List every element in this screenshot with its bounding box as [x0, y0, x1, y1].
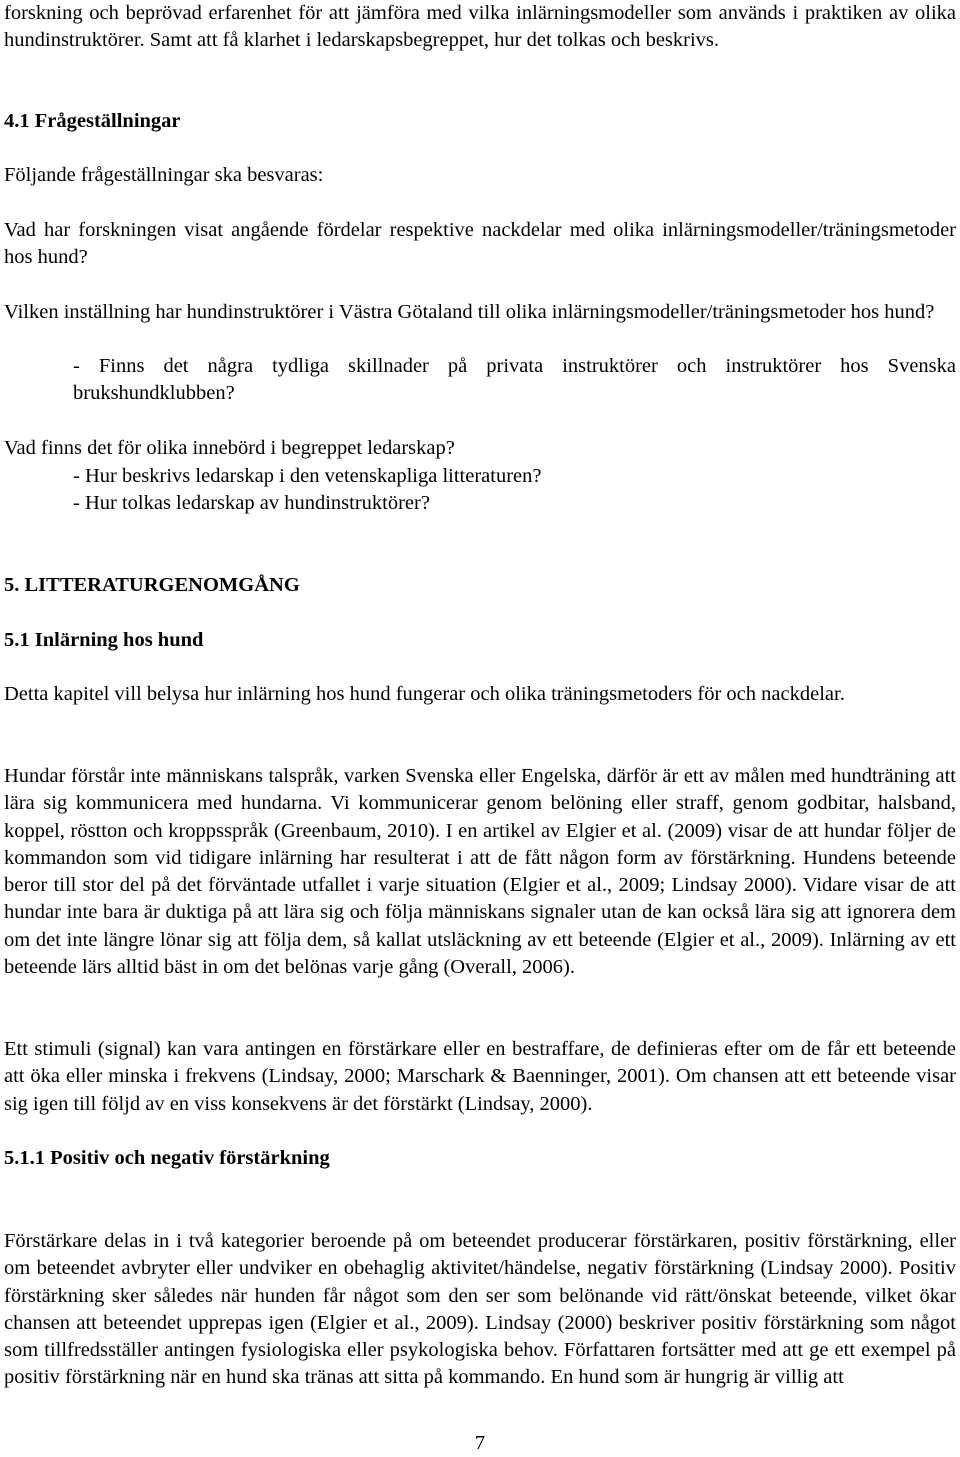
section-5-1-heading: 5.1 Inlärning hos hund	[4, 629, 204, 651]
section-5-1-paragraph-1: Detta kapitel vill belysa hur inlärning hos hund fungerar och olika träningsmetoders för och nackdelar.	[4, 683, 845, 705]
section-4-1-heading: 4.1 Frågeställningar	[4, 110, 181, 132]
question-2-sub: - Finns det några tydliga skillnader på privata instruktörer och instruktörer hos Svenska brukshundklubben?	[73, 355, 956, 405]
question-3: Vad finns det för olika innebörd i begreppet ledarskap?	[4, 437, 455, 459]
question-3-sub-2: - Hur tolkas ledarskap av hundinstruktörer?	[73, 492, 430, 514]
intro-paragraph: forskning och beprövad erfarenhet för att jämföra med vilka inlärningsmodeller som används i praktiken av olika hundinstruktörer. Samt att få klarhet i ledarskapsbegreppet, hur det tolkas och beskrivs.	[4, 2, 956, 52]
page-number: 7	[474, 1432, 486, 1454]
section-5-heading: 5. LITTERATURGENOMGÅNG	[4, 574, 300, 596]
question-1: Vad har forskningen visat angående fördelar respektive nackdelar med olika inlärningsmodeller/träningsmetoder hos hund?	[4, 219, 956, 269]
question-2: Vilken inställning har hundinstruktörer i Västra Götaland till olika inlärningsmodeller/träningsmetoder hos hund?	[4, 301, 935, 323]
section-5-1-1-heading: 5.1.1 Positiv och negativ förstärkning	[4, 1147, 330, 1169]
questions-lead: Följande frågeställningar ska besvaras:	[4, 164, 324, 186]
section-5-1-paragraph-2: Hundar förstår inte människans talspråk, varken Svenska eller Engelska, därför är ett av målen med hundträning att lära sig kommunicera med hundarna. Vi kommunicerar genom belöning eller straff, genom godbitar, halsband, koppel, röstton och kroppsspråk (Greenbaum, 2010). I en artikel av Elgier et al. (2009) visar de att hundar följer de kommandon som vid tidigare inlärning har resulterat i att de fått någon form av förstärkning. Hundens beteende beror till stor del på det förväntade utfallet i varje situation (Elgier et al., 2009; Lindsay 2000). Vidare visar de att hundar inte bara är duktiga på att lära sig och följa människans signaler utan de kan också lära sig att ignorera dem om det inte längre lönar sig att följa dem, så kallat utsläckning av ett beteende (Elgier et al., 2009). Inlärning av ett beteende lärs alltid bäst in om det belönas varje gång (Overall, 2006).	[4, 765, 956, 979]
section-5-1-1-paragraph-1: Förstärkare delas in i två kategorier beroende på om beteendet producerar förstärkaren, positiv förstärkning, eller om beteendet avbryter eller undviker en obehaglig aktivitet/händelse, negativ förstärkning (Lindsay 2000). Positiv förstärkning sker således när hunden får något som den ser som belönande vid rätt/önskat beteende, vilket ökar chansen att beteendet upprepas igen (Elgier et al., 2009). Lindsay (2000) beskriver positiv förstärkning som något som tillfredsställer antingen fysiologiska eller psykologiska behov. Författaren fortsätter med att ge ett exempel på positiv förstärkning när en hund ska tränas att sitta på kommando. En hund som är hungrig är villig att	[4, 1230, 956, 1389]
section-5-1-paragraph-3: Ett stimuli (signal) kan vara antingen en förstärkare eller en bestraffare, de definieras efter om de får ett beteende att öka eller minska i frekvens (Lindsay, 2000; Marschark & Baenninger, 2001). Om chansen att ett beteende visar sig igen till följd av en viss konsekvens är det förstärkt (Lindsay, 2000).	[4, 1038, 956, 1115]
question-3-sub-1: - Hur beskrivs ledarskap i den vetenskapliga litteraturen?	[73, 465, 542, 487]
